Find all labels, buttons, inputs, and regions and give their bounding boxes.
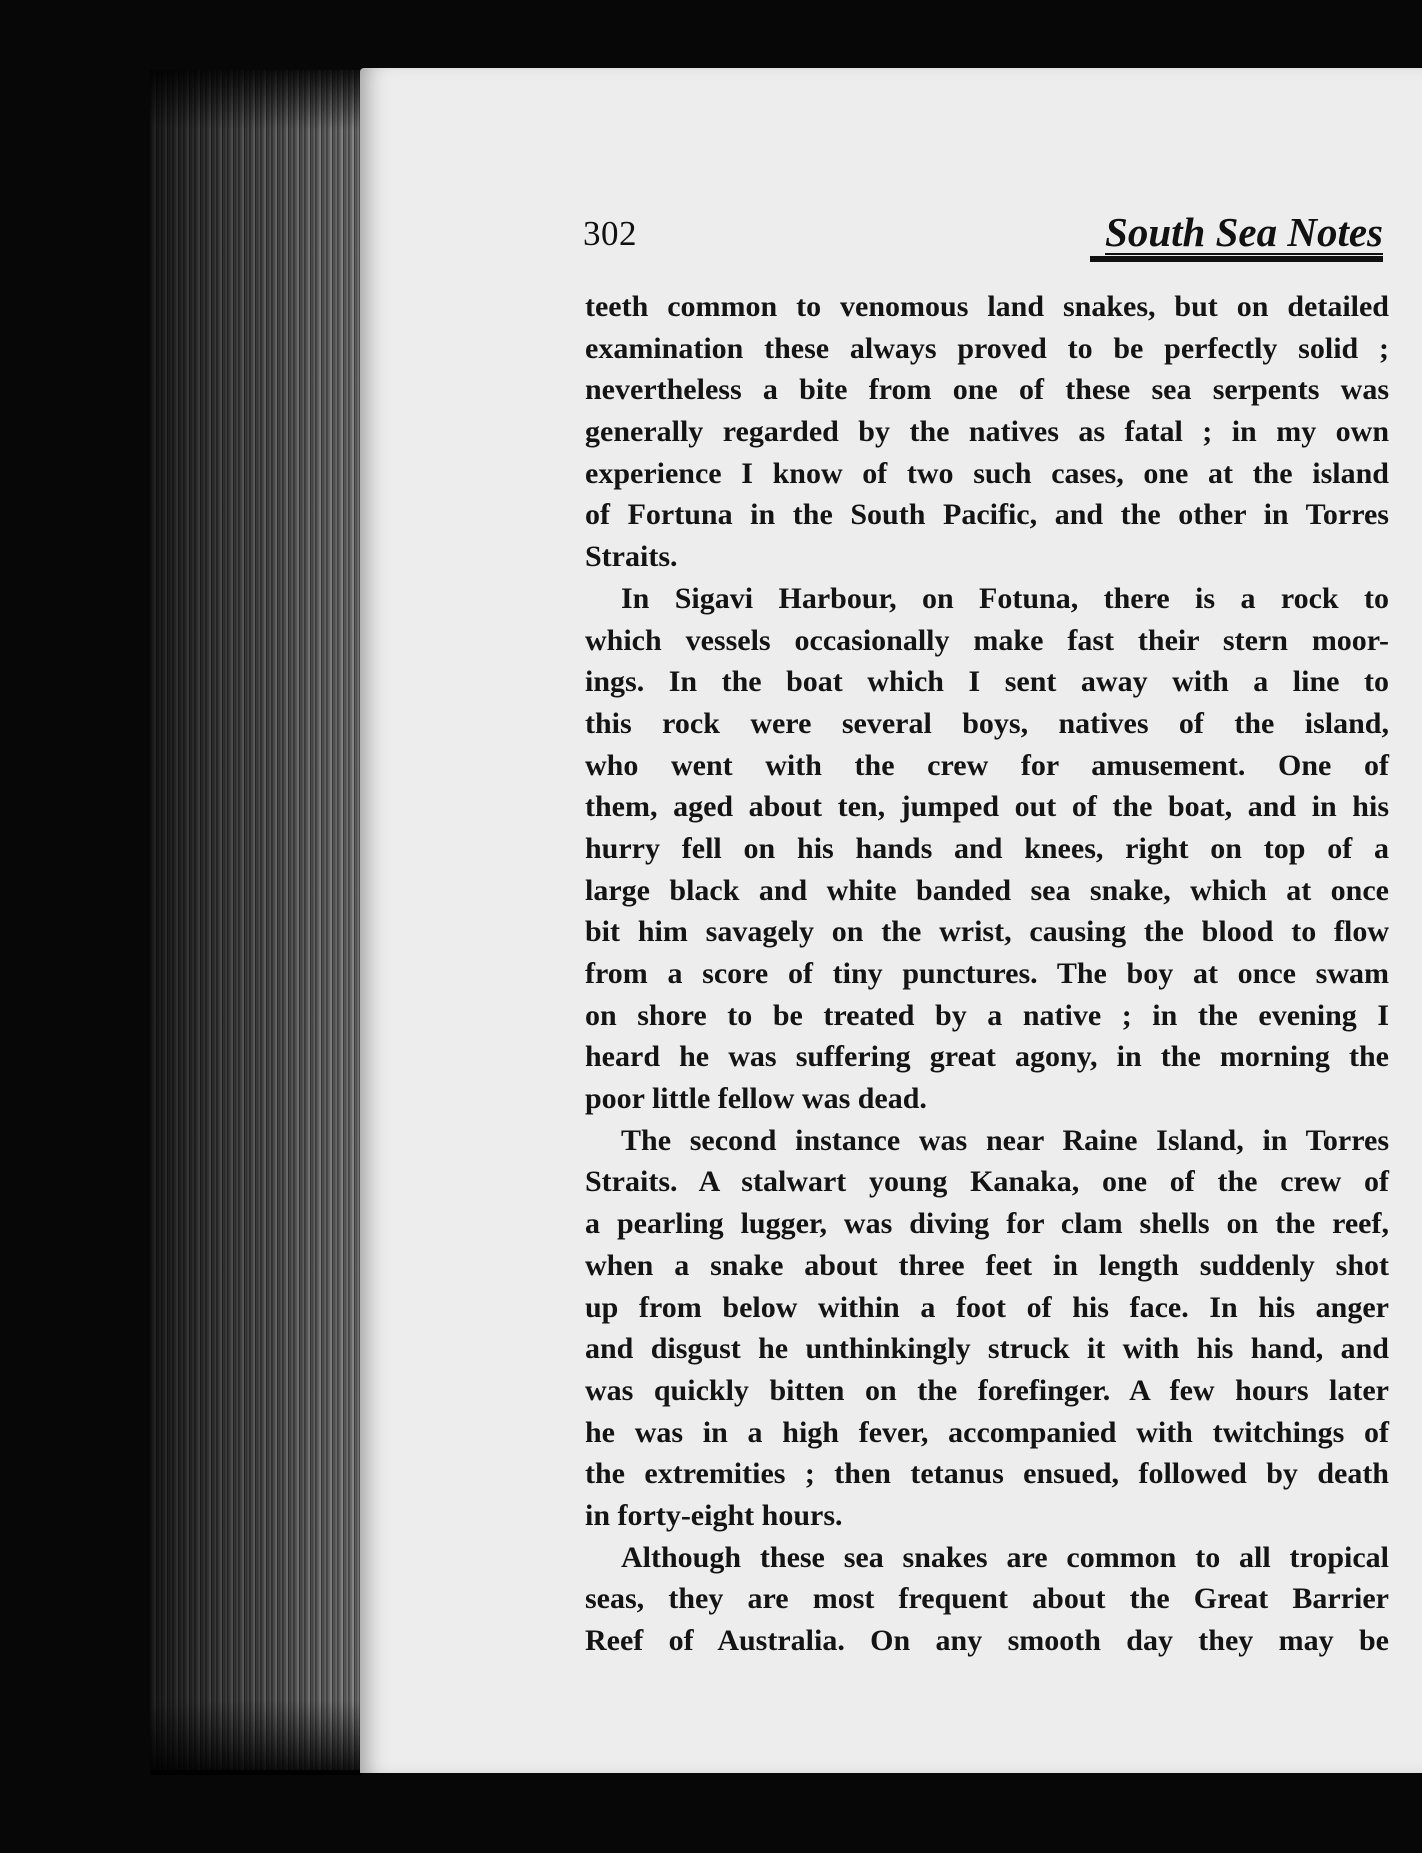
text-line: examination these always proved to be perfectly solid ;: [585, 331, 1389, 365]
text-line: he was in a high fever, accompanied with twitchings of: [585, 1415, 1389, 1449]
text-line: nevertheless a bite from one of these sea serpents was: [585, 373, 1389, 407]
page-number: 302: [583, 214, 637, 253]
text-line: who went with the crew for amusement. One of: [585, 748, 1389, 782]
text-line: experience I know of two such cases, one at the island: [585, 456, 1389, 490]
running-title: South Sea Notes: [1105, 209, 1383, 255]
text-line: this rock were several boys, natives of the island,: [585, 706, 1389, 740]
text-line: heard he was suffering great agony, in the morning the: [585, 1040, 1389, 1074]
text-line: the extremities ; then tetanus ensued, followed by death: [585, 1457, 1389, 1491]
text-line: hurry fell on his hands and knees, right on top of a: [585, 831, 1389, 865]
text-line: ings. In the boat which I sent away with a line to: [585, 665, 1389, 699]
text-line: them, aged about ten, jumped out of the boat, and in his: [585, 790, 1389, 824]
text-line: was quickly bitten on the forefinger. A few hours later: [585, 1373, 1389, 1407]
text-line: on shore to be treated by a native ; in the evening I: [585, 998, 1389, 1032]
text-line: in forty-eight hours.: [585, 1498, 843, 1532]
text-line: seas, they are most frequent about the Great Barrier: [585, 1582, 1389, 1616]
page-block-shade: [150, 70, 362, 1770]
page-block-top-shadow: [150, 70, 362, 130]
text-line: large black and white banded sea snake, which at once: [585, 873, 1389, 907]
header-rule: [1090, 256, 1383, 262]
body-text: [585, 286, 1389, 1662]
text-line: of Fortuna in the South Pacific, and the other in Torres: [585, 498, 1389, 532]
text-line: In Sigavi Harbour, on Fotuna, there is a rock to: [621, 581, 1389, 615]
text-line: bit him savagely on the wrist, causing the blood to flow: [585, 915, 1389, 949]
text-line: Straits.: [585, 540, 678, 574]
page-block-bottom-shadow: [150, 1700, 362, 1775]
text-line: poor little fellow was dead.: [585, 1082, 927, 1116]
text-line: when a snake about three feet in length suddenly shot: [585, 1248, 1389, 1282]
text-line: a pearling lugger, was diving for clam shells on the reef,: [585, 1207, 1389, 1241]
text-line: Although these sea snakes are common to all tropical: [621, 1540, 1389, 1574]
text-line: which vessels occasionally make fast their stern moor-: [585, 623, 1389, 657]
text-line: Reef of Australia. On any smooth day they may be: [585, 1624, 1389, 1657]
text-line: Straits. A stalwart young Kanaka, one of the crew of: [585, 1165, 1389, 1199]
text-line: teeth common to venomous land snakes, but on detailed: [585, 290, 1389, 323]
text-line: from a score of tiny punctures. The boy at once swam: [585, 957, 1389, 990]
text-line: up from below within a foot of his face. In his anger: [585, 1290, 1389, 1324]
text-line: The second instance was near Raine Island, in Torres: [621, 1123, 1389, 1157]
text-line: and disgust he unthinkingly struck it with his hand, and: [585, 1332, 1389, 1366]
text-line: generally regarded by the natives as fatal ; in my own: [585, 415, 1389, 449]
